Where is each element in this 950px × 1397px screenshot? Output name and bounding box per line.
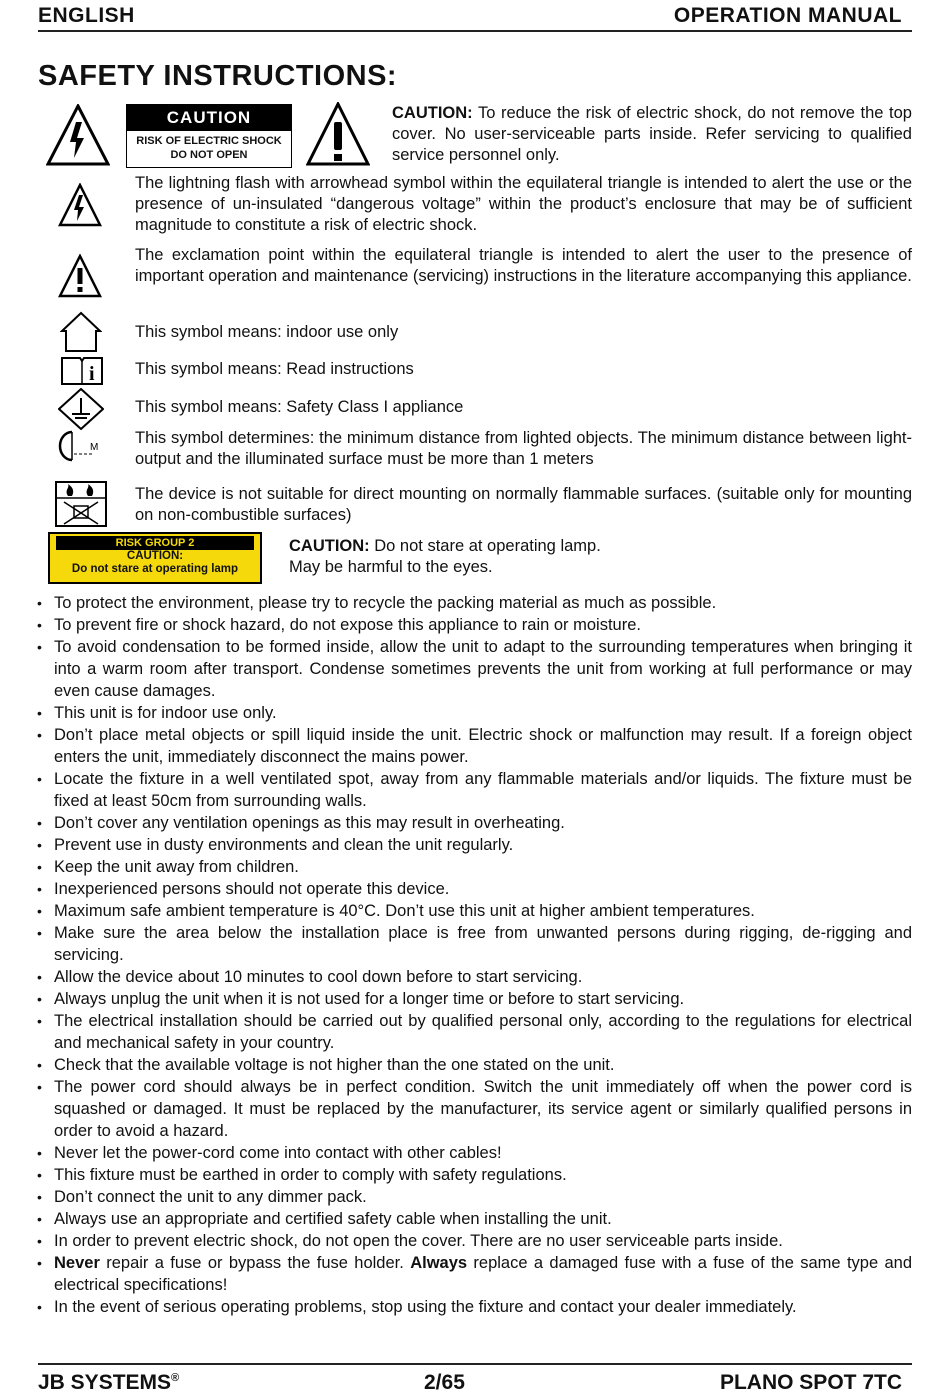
read-description: This symbol means: Read instructions bbox=[135, 360, 414, 378]
list-item: • Always unplug the unit when it is not used for a longer time or before to start servicing. bbox=[36, 988, 912, 1010]
lamp-caution bbox=[289, 536, 909, 578]
safety-bullet-list bbox=[36, 592, 912, 1318]
list-item: • The electrical installation should be carried out by qualified personal only, according to the regulations for electrical and mechanical safety in your country. bbox=[36, 1010, 912, 1054]
list-item: • Inexperienced persons should not operate this device. bbox=[36, 878, 912, 900]
header-doc-type: OPERATION MANUAL bbox=[673, 4, 902, 27]
footer-brand-wrap bbox=[38, 1371, 179, 1395]
exclamation-triangle-icon bbox=[306, 102, 370, 166]
list-item: • Locate the fixture in a well ventilated spot, away from any flammable materials and/or liquids. The fixture must be fixed at least 50cm from surrounding walls. bbox=[36, 768, 912, 812]
list-item: • This unit is for indoor use only. bbox=[36, 702, 912, 724]
fuse-text-1: repair a fuse or bypass the fuse holder. bbox=[99, 1254, 411, 1272]
risk-group-label bbox=[48, 532, 262, 584]
fuse-always: Always bbox=[410, 1254, 468, 1272]
distance-mark: M bbox=[90, 442, 99, 453]
safety-class-icon bbox=[58, 388, 104, 430]
lightning-triangle-icon bbox=[46, 104, 110, 166]
list-item: • Maximum safe ambient temperature is 40°C. Don’t use this unit at higher ambient temperatures. bbox=[36, 900, 912, 922]
svg-text:i: i bbox=[89, 363, 95, 385]
list-item: • This fixture must be earthed in order to comply with safety regulations. bbox=[36, 1164, 912, 1186]
lamp-caution-bold: CAUTION: bbox=[289, 537, 370, 555]
header-language: ENGLISH bbox=[38, 4, 135, 27]
list-item: • To avoid condensation to be formed inside, allow the unit to adapt to the surrounding temperatures when bringing it into a warm room after transport. Condense sometimes prevents the unit from working at full performance or may even cause damages. bbox=[36, 636, 912, 702]
flammable-description: The device is not suitable for direct mounting on normally flammable surfaces. (suitable only for mounting on non-combustible surfaces) bbox=[135, 485, 912, 524]
list-item: • Don’t cover any ventilation openings as this may result in overheating. bbox=[36, 812, 912, 834]
list-item: • Check that the available voltage is not higher than the one stated on the unit. bbox=[36, 1054, 912, 1076]
indoor-description: This symbol means: indoor use only bbox=[135, 323, 399, 341]
page-footer bbox=[38, 1363, 912, 1394]
distance-description: This symbol determines: the minimum distance from lighted objects. The minimum distance between light-output and the illuminated surface must be more than 1 meters bbox=[135, 429, 912, 468]
read-instructions-icon bbox=[60, 354, 104, 386]
list-item: • Prevent use in dusty environments and clean the unit regularly. bbox=[36, 834, 912, 856]
caution-label bbox=[126, 104, 292, 168]
minimum-distance-icon bbox=[58, 430, 108, 464]
caution-intro-text: To reduce the risk of electric shock, do not remove the top cover. No user-serviceable parts inside. Refer servicing to qualified service personnel only. bbox=[392, 104, 912, 164]
list-item: • The power cord should always be in perfect condition. Switch the unit immediately off when the power cord is squashed or damaged. It must be replaced by the manufacturer, its service agent or similarly qualified persons in order to avoid a hazard. bbox=[36, 1076, 912, 1142]
caution-label-line1: RISK OF ELECTRIC SHOCK bbox=[136, 135, 282, 147]
list-item: • Keep the unit away from children. bbox=[36, 856, 912, 878]
lamp-caution-text: Do not stare at operating lamp. bbox=[369, 537, 601, 555]
footer-model: PLANO SPOT 7TC bbox=[719, 1371, 902, 1394]
fuse-never: Never bbox=[54, 1254, 100, 1272]
list-item: • In the event of serious operating problems, stop using the fixture and contact your dealer immediately. bbox=[36, 1296, 912, 1318]
list-item: • Don’t connect the unit to any dimmer pack. bbox=[36, 1186, 912, 1208]
lamp-caution-line2: May be harmful to the eyes. bbox=[289, 558, 493, 576]
list-item: • In order to prevent electric shock, do not open the cover. There are no user serviceable parts inside. bbox=[36, 1230, 912, 1252]
footer-page-number: 2/65 bbox=[424, 1371, 465, 1394]
list-item-fuse bbox=[36, 1252, 912, 1296]
list-item: • Don’t place metal objects or spill liquid inside the unit. Electric shock or malfunction may result. If a foreign object enters the unit, immediately disconnect the mains power. bbox=[36, 724, 912, 768]
page-header bbox=[38, 2, 912, 32]
list-item: • To prevent fire or shock hazard, do not expose this appliance to rain or moisture. bbox=[36, 614, 912, 636]
footer-registered-mark: ® bbox=[171, 1372, 180, 1384]
risk-group-line2: CAUTION: bbox=[126, 550, 184, 562]
caution-label-title: CAUTION bbox=[127, 105, 291, 131]
list-item: • Never let the power-cord come into contact with other cables! bbox=[36, 1142, 912, 1164]
class1-description: This symbol means: Safety Class I appliance bbox=[135, 398, 464, 416]
risk-group-line3: Do not stare at operating lamp bbox=[71, 563, 239, 575]
caution-intro-bold: CAUTION: bbox=[392, 104, 473, 122]
exclamation-description: The exclamation point within the equilateral triangle is intended to alert the user to the presence of important operation and maintenance (servicing) instructions in the literature accompanying this appliance. bbox=[135, 246, 912, 285]
fuse-text-2: replace a damaged fuse with a fuse of the same type and electrical specifications! bbox=[54, 1254, 913, 1294]
page-title: SAFETY INSTRUCTIONS: bbox=[38, 60, 398, 92]
no-flammable-surface-icon bbox=[54, 480, 108, 528]
footer-brand: JB SYSTEMS bbox=[38, 1371, 172, 1394]
caution-intro bbox=[392, 103, 912, 166]
caution-label-line2: DO NOT OPEN bbox=[170, 149, 248, 161]
list-item: • Make sure the area below the installation place is free from unwanted persons during rigging, de-rigging and servicing. bbox=[36, 922, 912, 966]
exclamation-symbol-icon bbox=[58, 254, 102, 298]
lightning-description: The lightning flash with arrowhead symbol within the equilateral triangle is intended to alert the use or the presence of un-insulated “dangerous voltage” within the product’s enclosure that may be of sufficient magnitude to constitute a risk of electric shock. bbox=[135, 174, 912, 234]
list-item: • Always use an appropriate and certified safety cable when installing the unit. bbox=[36, 1208, 912, 1230]
list-item: • To protect the environment, please try to recycle the packing material as much as possible. bbox=[36, 592, 912, 614]
risk-group-line1: RISK GROUP 2 bbox=[56, 536, 254, 550]
list-item: • Allow the device about 10 minutes to cool down before to start servicing. bbox=[36, 966, 912, 988]
lightning-symbol-icon bbox=[58, 183, 102, 227]
house-icon bbox=[60, 311, 102, 353]
